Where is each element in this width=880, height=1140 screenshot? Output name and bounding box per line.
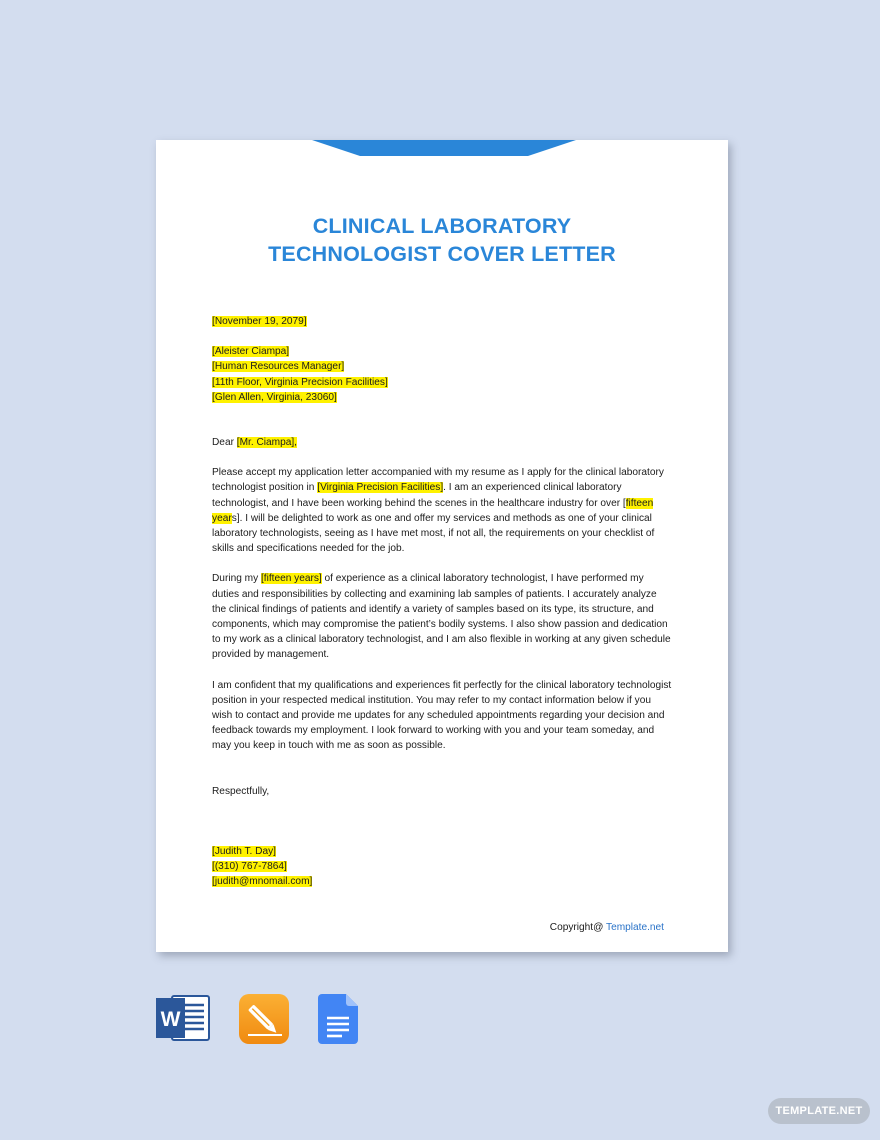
p2-years: [fifteen years] <box>260 573 322 585</box>
sender-email-line <box>212 874 672 889</box>
p1-years: fifteen year <box>212 497 654 524</box>
microsoft-word-icon[interactable] <box>155 993 211 1043</box>
p1-text-c: . I am an experienced clinical laboratory technologist, and I have been working behind the scenes in the healthcare industry for over [ <box>212 482 626 509</box>
recipient-name: [Aleister Ciampa] <box>212 346 290 358</box>
recipient-address2-line <box>212 390 672 405</box>
recipient-name-line <box>212 344 672 359</box>
closing: Respectfully, <box>212 785 270 797</box>
letter-title <box>156 212 728 268</box>
p1-company: [Virginia Precision Facilities] <box>317 482 444 494</box>
recipient-title-line <box>212 359 672 374</box>
apple-pages-icon[interactable] <box>238 993 290 1045</box>
copyright-label: Copyright@ <box>549 922 607 933</box>
template-net-badge[interactable]: TEMPLATE.NET <box>768 1098 870 1124</box>
paragraph-2 <box>212 571 672 662</box>
p1-text-a: Please accept my application letter accompanied with my resume as I apply for the clinical laboratory technologist position in <box>212 467 664 494</box>
word-letter: W <box>160 1008 181 1031</box>
p1-text-e: s]. I will be delighted to work as one and offer my services and methods as one of your clinical laboratory technologists, seeing as I have met most, if not all, the requirements on your checklist of skills and specifications needed for the job. <box>212 512 655 555</box>
salutation-name: [Mr. Ciampa], <box>236 437 297 449</box>
copyright <box>550 922 664 933</box>
p2-text-c: of experience as a clinical laboratory technologist, I have performed my duties and responsibilities by collecting and examining lab samples of patients. I accurately analyze the clinical findings of patients and identify a variety of samples based on its type, its structure, and components, which may compromise the patient’s bodily systems. I also show passion and dedication to my work as a clinical laboratory technologist, and I am also flexible in working at any given schedule provided by management. <box>212 573 671 661</box>
sender-phone-line <box>212 859 672 874</box>
paragraph-3: I am confident that my qualifications and experiences fit perfectly for the clinical laboratory technologist position in your respected medical institution. You may refer to my contact information below if you wish to contact and provide me updates for any scheduled appointments regarding your decision and feedback towards my employment. I look forward to working with you and your team someday, and may you keep in touch with me as soon as possible. <box>212 679 672 752</box>
recipient-title: [Human Resources Manager] <box>212 361 345 373</box>
sender-email: [judith@mnomail.com] <box>212 876 313 888</box>
sender-name: [Judith T. Day] <box>212 845 276 857</box>
sender-phone: [(310) 767-7864] <box>212 861 287 873</box>
date-line <box>212 314 672 329</box>
date: [November 19, 2079] <box>212 316 307 327</box>
sender-name-line <box>212 844 672 859</box>
recipient-address2: [Glen Allen, Virginia, 23060] <box>212 391 337 403</box>
title-line-2: TECHNOLOGIST COVER LETTER <box>268 242 616 266</box>
title-line-1: CLINICAL LABORATORY <box>312 214 572 238</box>
google-docs-icon[interactable] <box>318 993 360 1045</box>
recipient-address1-line <box>212 375 672 390</box>
p2-text-a: During my <box>212 573 261 585</box>
salutation-text: Dear <box>212 437 237 449</box>
paragraph-1 <box>212 465 672 556</box>
salutation <box>212 435 672 450</box>
recipient-address1: [11th Floor, Virginia Precision Facilities] <box>212 376 388 388</box>
page-accent-tab <box>312 140 576 156</box>
copyright-link[interactable]: Template.net <box>606 922 664 933</box>
letter-page <box>156 140 728 952</box>
letter-body <box>212 314 672 889</box>
